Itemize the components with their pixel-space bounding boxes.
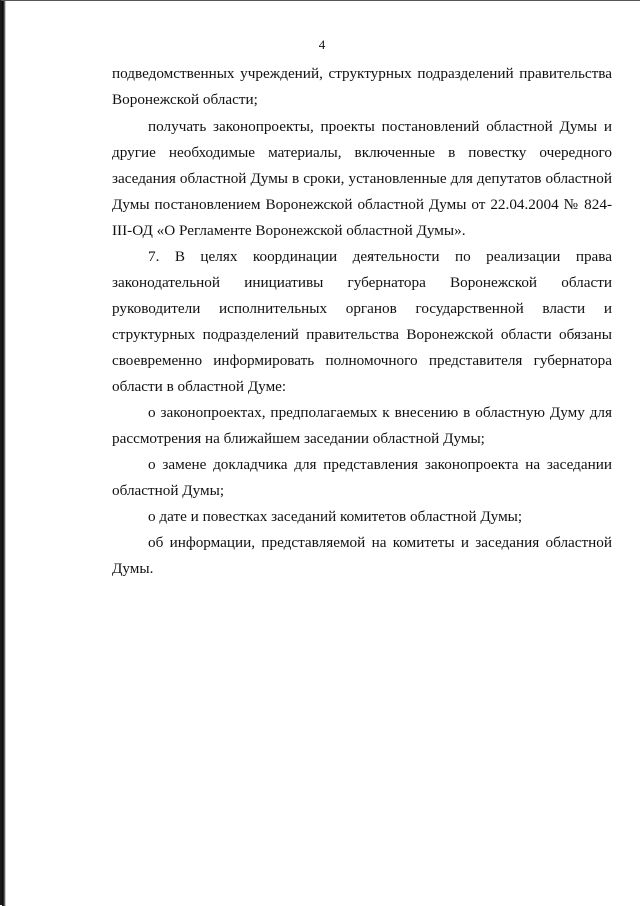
- paragraph-item-7: 7. В целях координации деятельности по реализации права законодательной инициативы губернатора Воронежской области руководители исполнительных органов государственной власти и структурных подразделений правительства Воронежской области обязаны своевременно информировать полномочного представителя губернатора области в областной Думе:: [112, 248, 612, 395]
- paragraph-information: об информации, представляемой на комитеты и заседания областной Думы.: [112, 534, 612, 577]
- paragraph-speaker-change: о замене докладчика для представления законопроекта на заседании областной Думы;: [112, 456, 612, 499]
- paragraph-bills-info: о законопроектах, предполагаемых к внесению в областную Думу для рассмотрения на ближайшем заседании областной Думы;: [112, 404, 612, 447]
- paragraph-continuation: подведомственных учреждений, структурных подразделений правительства Воронежской области;: [112, 65, 612, 108]
- page-number: 4: [318, 37, 326, 52]
- paragraph-receive-bills: получать законопроекты, проекты постановлений областной Думы и другие необходимые материалы, включенные в повестку очередного заседания областной Думы в сроки, установленные для депутатов областной Думы постановлением Воронежской областной Думы от 22.04.2004 № 824-III-ОД «О Регламенте Воронежской областной Думы».: [112, 118, 612, 239]
- paragraph-committee-dates: о дате и повестках заседаний комитетов областной Думы;: [148, 508, 523, 525]
- scan-left-edge: [2, 1, 6, 906]
